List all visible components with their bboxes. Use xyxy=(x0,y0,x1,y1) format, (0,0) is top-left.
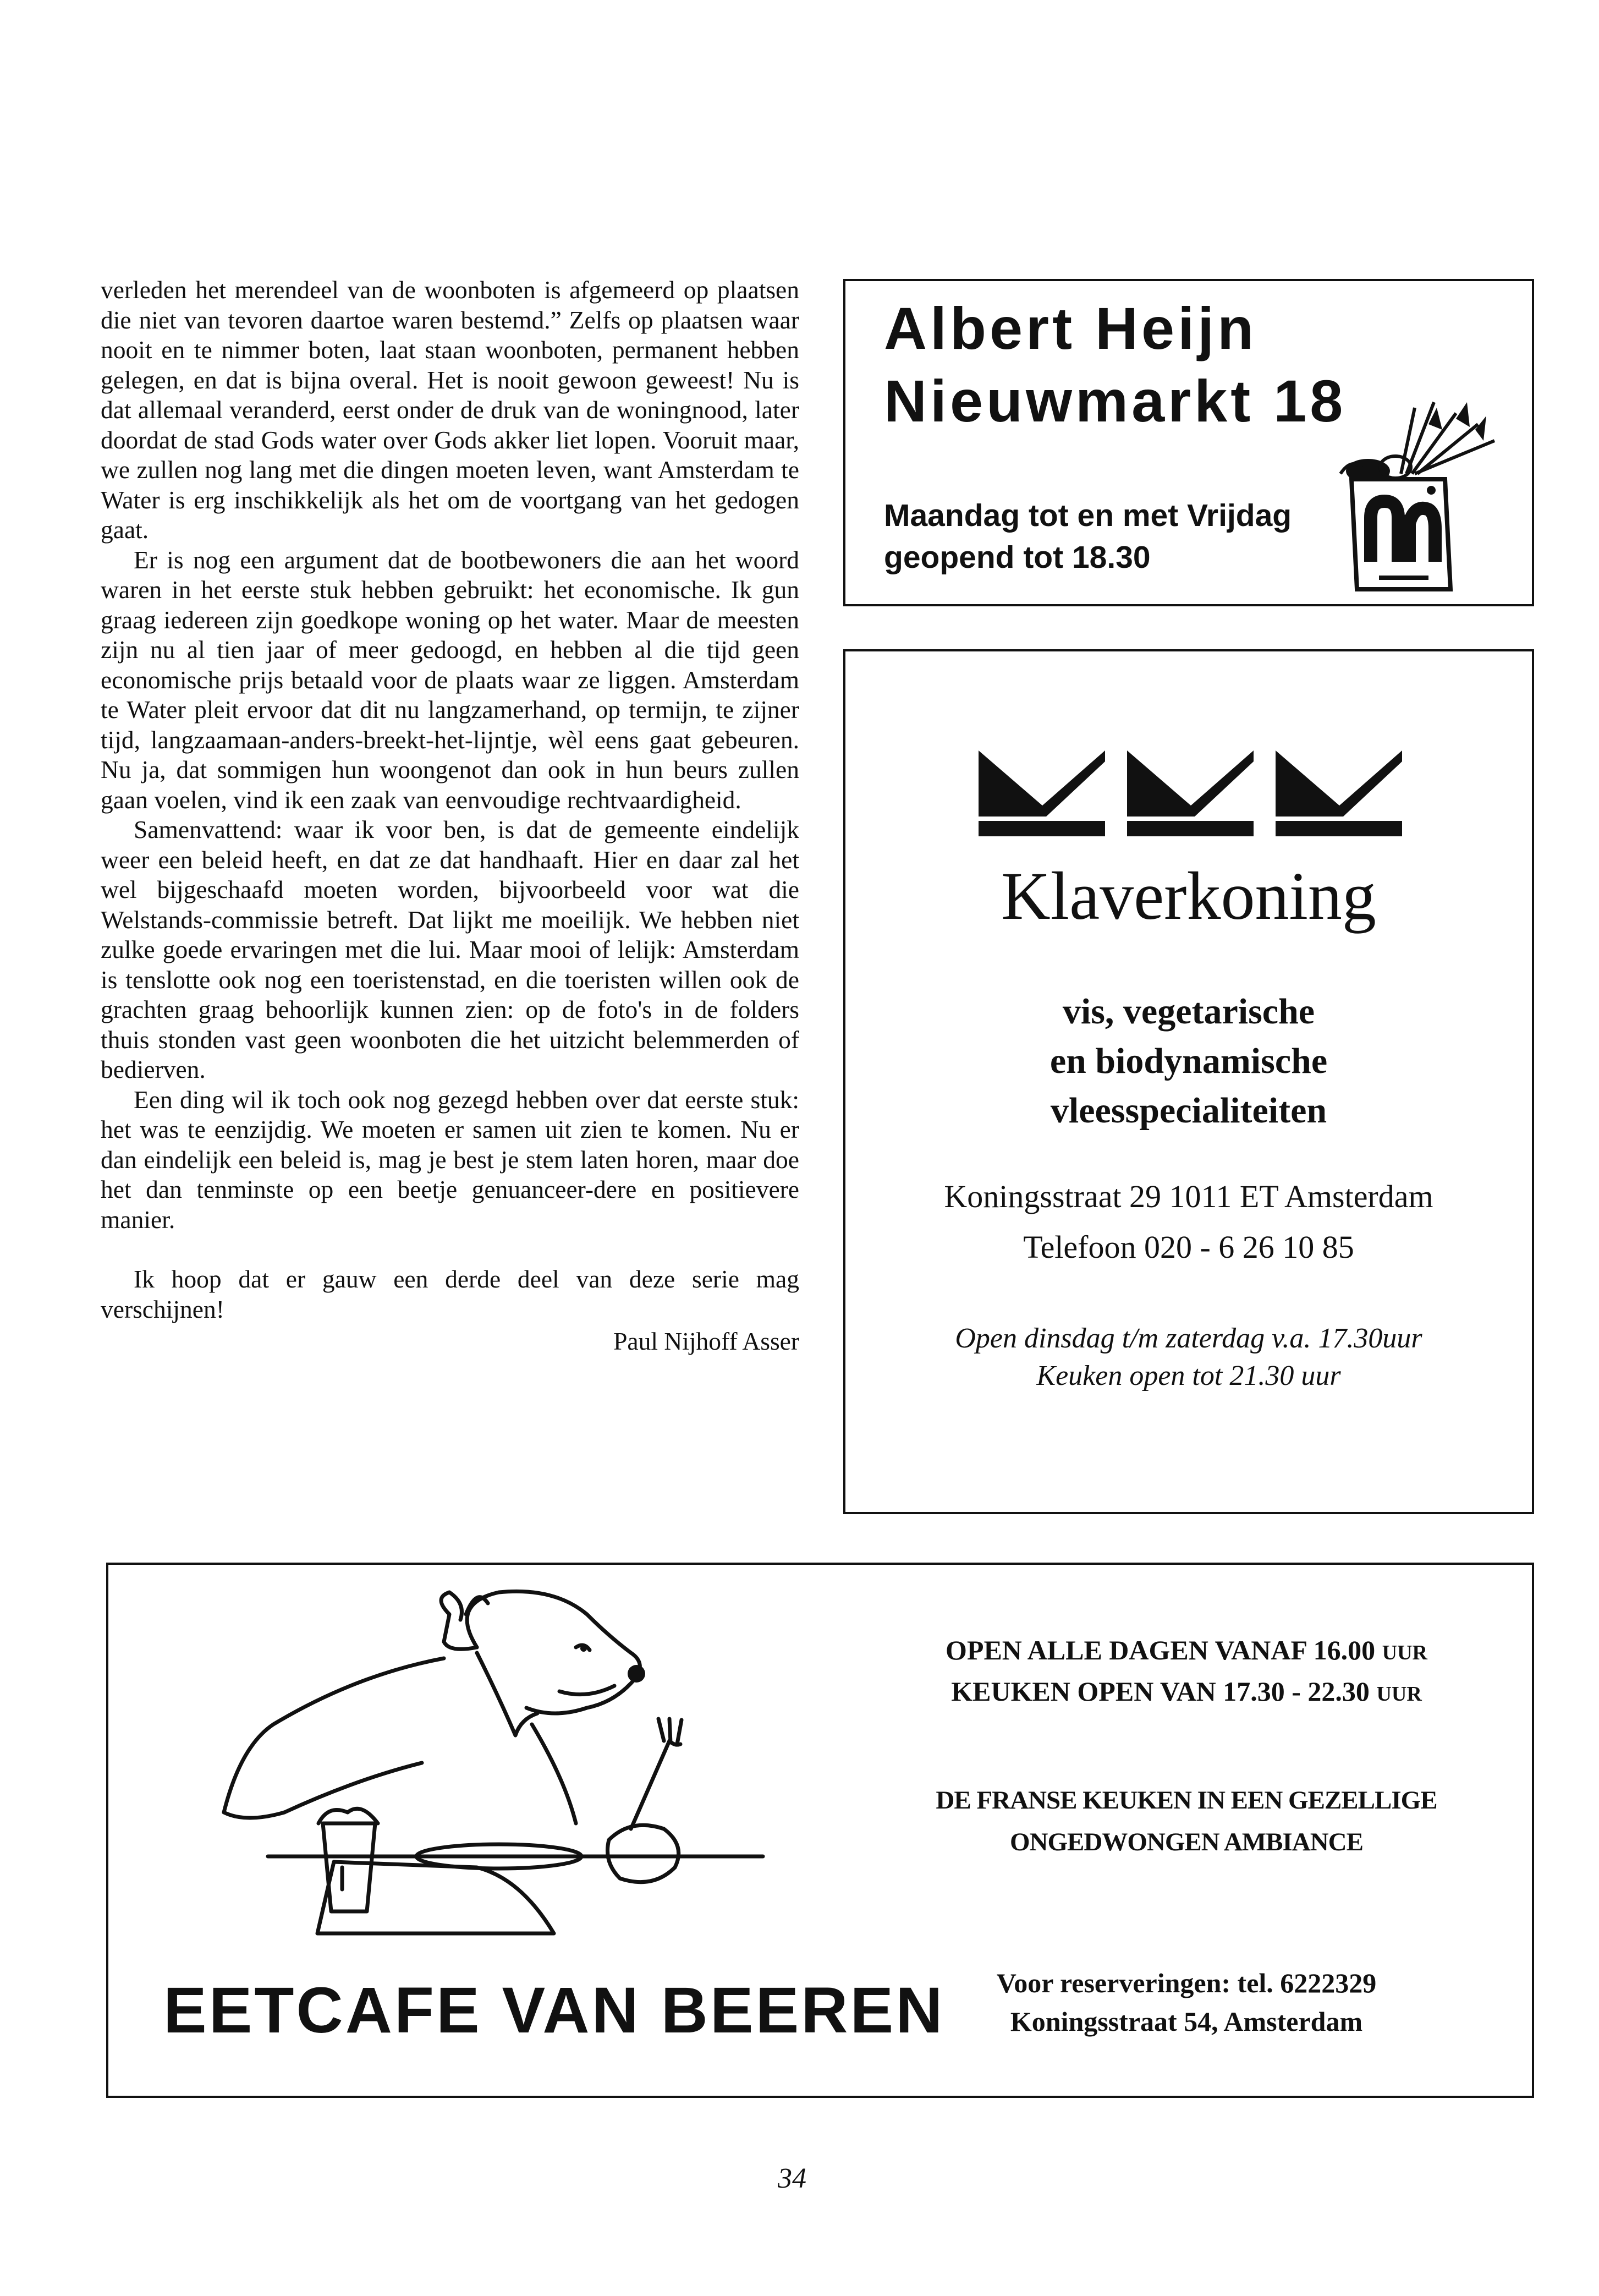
article-column xyxy=(101,275,799,1357)
hours-line2-main: KEUKEN OPEN VAN 17.30 - 22.30 xyxy=(951,1676,1370,1707)
ah-hours-line2: geopend tot 18.30 xyxy=(884,540,1151,575)
van-beeren-slogan xyxy=(867,1779,1505,1863)
ah-title-line1: Albert Heijn xyxy=(884,295,1257,361)
ad-albert-heijn xyxy=(843,279,1534,606)
article-paragraph: Een ding wil ik toch ook nog gezegd hebben over dat eerste stuk: het was te eenzijdig. We moeten er samen uit zien te komen. Nu er dan eindelijk een beleid is, mag je best je stem laten horen, maar doe het dan tenminste op een beetje genuanceer-dere en positievere manier. xyxy=(101,1085,799,1234)
van-beeren-name: EETCAFE VAN BEEREN xyxy=(163,1974,945,2047)
van-beeren-address: Koningsstraat 54, Amsterdam xyxy=(1010,2006,1363,2037)
klaverkoning-contact xyxy=(845,1171,1532,1273)
article-paragraph: Samenvattend: waar ik voor ben, is dat de gemeente eindelijk weer een beleid heeft, en dat ze dat handhaaft. Hier en daar zal het wel bijgeschaafd moeten worden, bijvoorbeeld voor wat die Welstands-commissie betreft. Dat lijkt me moeilijk. We hebben niet zulke goede ervaringen met die lui. Maar mooi of lelijk: Amsterdam is tenslotte ook nog een toeristenstad, en die toeristen willen ook de grachten graag behoorlijk kunnen zien: op de foto's in de folders thuis stonden vast geen woonboten die het uitzicht belemmerden of bedierven. xyxy=(101,815,799,1083)
klaverkoning-logo xyxy=(977,739,1406,839)
article-signature: Paul Nijhoff Asser xyxy=(613,1327,799,1355)
article-paragraph: Er is nog een argument dat de bootbewoners die aan het woord waren in het eerste stuk hebben gebruikt: het economische. Ik gun graag iedereen zijn goedkope woning op het water. Maar de meesten zijn nu al tien jaar of meer gedoogd, en hebben al die tijd geen economische prijs betaald voor de plaats waar ze liggen. Amsterdam te Water pleit ervoor dat dit nu langzamerhand, op termijn, te zijner tijd, langzaamaan-anders-breekt-het-lijntje, wèl eens gaat gebeuren. Nu ja, dat sommigen hun woongenot dan ook in hun beurs zullen gaan voelen, vind ik een zaak van eenvoudige rechtvaardigheid. xyxy=(101,545,799,814)
bear-nose xyxy=(628,1665,645,1683)
hours-line2-unit: UUR xyxy=(1376,1683,1422,1706)
tagline-line3: vleesspecialiteiten xyxy=(1050,1091,1327,1131)
slogan-line1: DE FRANSE KEUKEN IN EEN GEZELLIGE xyxy=(936,1786,1437,1815)
ah-title-line2: Nieuwmarkt 18 xyxy=(884,368,1347,434)
grocery-bag-icon xyxy=(1318,391,1527,600)
klaverkoning-tagline xyxy=(845,987,1532,1136)
bear-eye xyxy=(580,1645,587,1652)
bear-illustration xyxy=(191,1581,796,1944)
tagline-line1: vis, vegetarische xyxy=(1062,991,1315,1032)
klaverkoning-name: Klaverkoning xyxy=(1001,858,1376,934)
van-beeren-reservations: Voor reserveringen: tel. 6222329 xyxy=(996,1968,1377,1998)
klaverkoning-phone: Telefoon 020 - 6 26 10 85 xyxy=(1023,1229,1354,1265)
van-beeren-contact xyxy=(867,1964,1505,2041)
page-number: 34 xyxy=(778,2163,806,2194)
klaverkoning-address: Koningsstraat 29 1011 ET Amsterdam xyxy=(944,1179,1433,1214)
article-closing: Ik hoop dat er gauw een derde deel van deze serie mag verschijnen! xyxy=(101,1265,799,1323)
article-paragraph: verleden het merendeel van de woonboten is afgemeerd op plaatsen die niet van tevoren daartoe waren bestemd.” Zelfs op plaatsen waar nooit en te nimmer boten, laat staan woonboten, permanent hebben gelegen, en dat is bijna overal. Het is nooit gewoon geweest! Nu is dat allemaal veranderd, eerst onder de druk van de woningnood, later doordat de stad Gods water over Gods akker liet lopen. Vooruit maar, we zullen nog lang met die dingen moeten leven, want Amsterdam te Water is erg inschikkelijk als het om de voortgang van het gedogen gaat. xyxy=(101,276,799,544)
ah-title xyxy=(884,292,1346,437)
slogan-line2: ONGEDWONGEN AMBIANCE xyxy=(1010,1828,1363,1856)
hours-line1 xyxy=(867,1631,1505,1672)
hours-line2: Keuken open tot 21.30 uur xyxy=(1036,1360,1341,1391)
hours-line1-unit: UUR xyxy=(1382,1641,1427,1664)
ad-klaverkoning xyxy=(843,649,1534,1514)
ah-hours-line1: Maandag tot en met Vrijdag xyxy=(884,498,1292,533)
van-beeren-hours xyxy=(867,1631,1505,1713)
ad-van-beeren xyxy=(106,1563,1534,2098)
tagline-line2: en biodynamische xyxy=(1049,1041,1328,1081)
hours-line1-main: OPEN ALLE DAGEN VANAF 16.00 xyxy=(946,1635,1376,1665)
ah-hours xyxy=(884,495,1292,578)
hours-line2 xyxy=(867,1672,1505,1713)
klaverkoning-hours xyxy=(845,1320,1532,1395)
hours-line1: Open dinsdag t/m zaterdag v.a. 17.30uur xyxy=(955,1323,1422,1354)
